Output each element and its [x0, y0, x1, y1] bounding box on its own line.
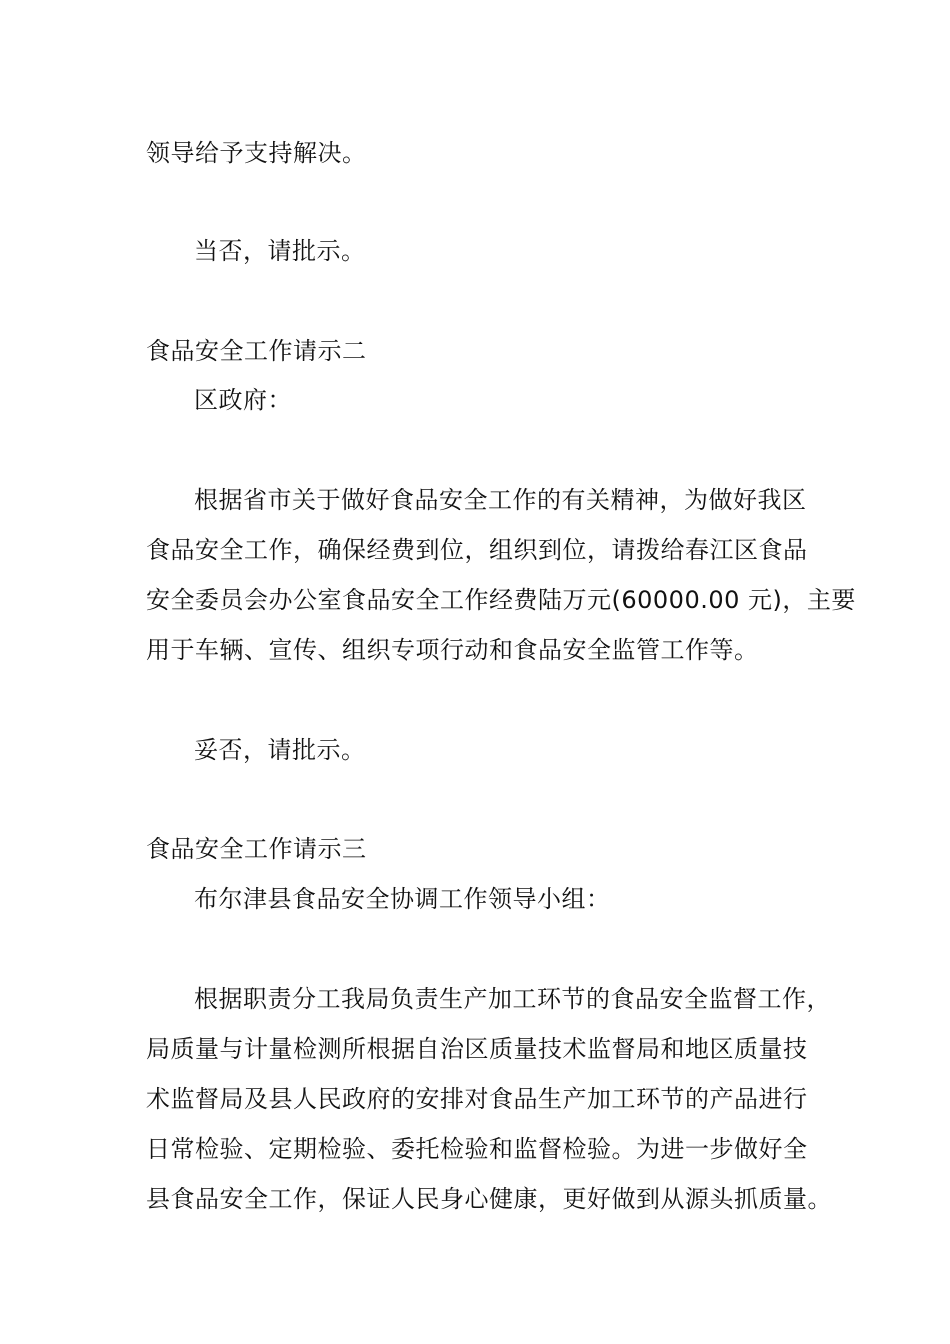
section3-body-line: 日常检验、定期检验、委托检验和监督检验。为进一步做好全	[146, 1135, 808, 1163]
section3-addressee: 布尔津县食品安全协调工作领导小组：	[194, 885, 611, 913]
section2-title: 食品安全工作请示二	[146, 337, 367, 365]
section2-body-line: 用于车辆、宣传、组织专项行动和食品安全监管工作等。	[146, 636, 759, 664]
section3-body-line: 局质量与计量检测所根据自治区质量技术监督局和地区质量技	[146, 1035, 808, 1063]
section3-body-line: 术监督局及县人民政府的安排对食品生产加工环节的产品进行	[146, 1085, 808, 1113]
section1-closing: 当否，请批示。	[194, 237, 366, 265]
section3-title: 食品安全工作请示三	[146, 835, 367, 863]
section2-body-line: 食品安全工作，确保经费到位，组织到位，请拨给春江区食品	[146, 536, 808, 564]
section2-body-line: 安全委员会办公室食品安全工作经费陆万元(60000.00 元)，主要	[146, 586, 856, 614]
section3-body-line: 根据职责分工我局负责生产加工环节的食品安全监督工作，	[194, 985, 831, 1013]
section2-addressee: 区政府：	[194, 386, 292, 414]
section2-closing: 妥否，请批示。	[194, 736, 366, 764]
section3-body-line: 县食品安全工作，保证人民身心健康，更好做到从源头抓质量。	[146, 1185, 832, 1213]
section2-body-line: 根据省市关于做好食品安全工作的有关精神，为做好我区	[194, 486, 807, 514]
section1-text-line: 领导给予支持解决。	[146, 139, 367, 167]
